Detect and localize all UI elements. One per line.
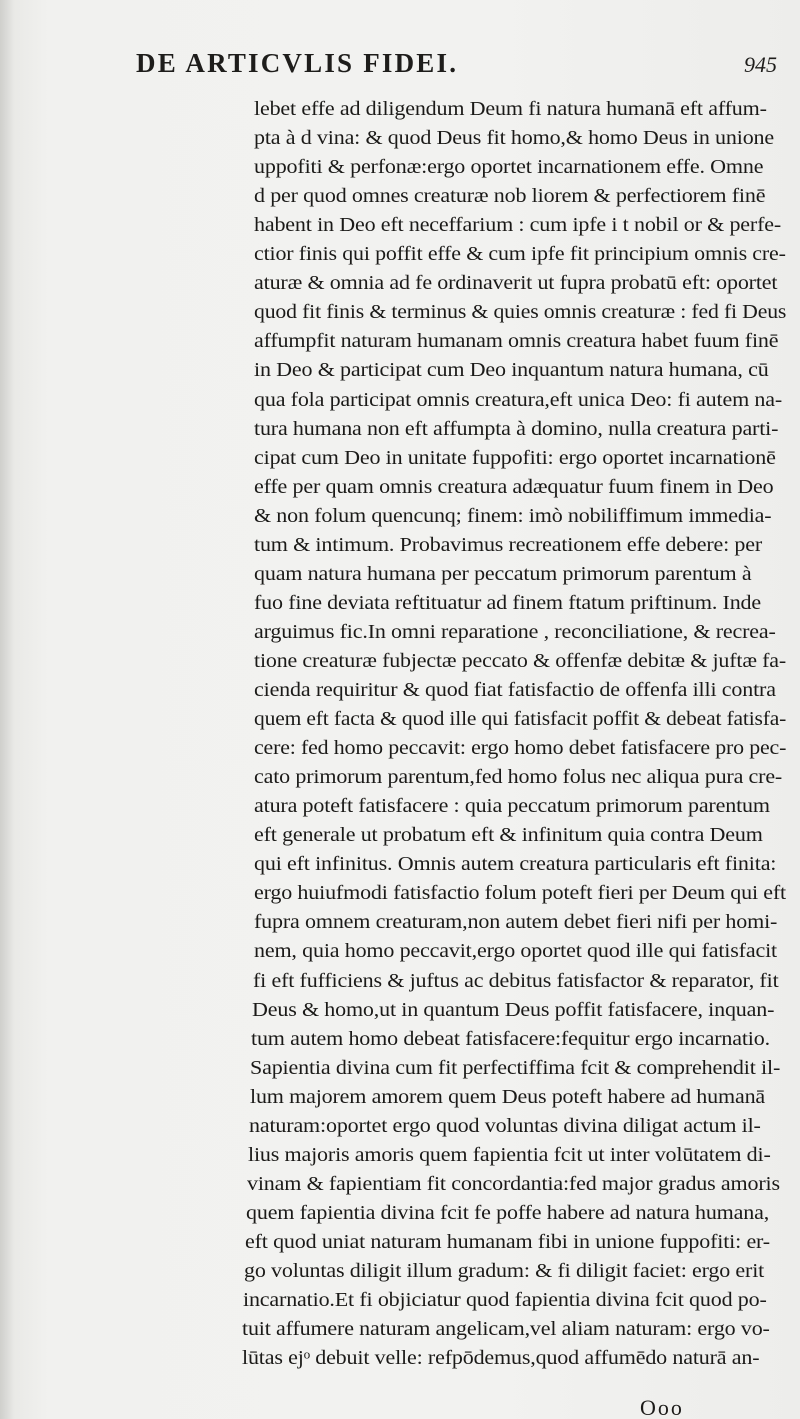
text-line: atura poteft fatisfacere : quia peccatum primorum parentum — [254, 795, 770, 818]
text-line: nem, quia homo peccavit,ergo oportet quod ille qui fatisfacit — [254, 940, 777, 963]
text-line: qua fola participat omnis creatura,eft unica Deo: fi autem na- — [254, 388, 783, 411]
text-line: & non folum quencunq; finem: imò nobiliffimum immedia- — [254, 504, 772, 527]
text-line: Sapientia divina cum fit perfectiffima fcit & comprehendit il- — [250, 1056, 781, 1079]
gutter-shadow — [0, 0, 14, 1419]
text-line: cere: fed homo peccavit: ergo homo debet fatisfacere pro pec- — [254, 737, 786, 760]
text-line: vinam & fapientiam fit concordantia:fed major gradus amoris — [246, 1172, 780, 1195]
text-line: aturæ & omnia ad fe ordinaverit ut fupra probatū eft: oportet — [254, 272, 778, 295]
text-line: naturam:oportet ergo quod voluntas divina diligat actum il- — [248, 1114, 761, 1137]
text-line: tum autem homo debeat fatisfacere:fequitur ergo incarnatio. — [251, 1027, 771, 1050]
text-line: fuo fine deviata reftituatur ad finem ftatum priftinum. Inde — [254, 591, 762, 614]
text-line: quod fit finis & terminus & quies omnis creaturæ : fed fi Deus — [254, 301, 786, 324]
text-line: quem eft facta & quod ille qui fatisfacit poffit & debeat fatisfa- — [254, 708, 786, 731]
text-line: ctior finis qui poffit effe & cum ipfe fit principium omnis cre- — [254, 243, 786, 266]
text-line: ergo huiufmodi fatisfactio folum poteft fieri per Deum qui eft — [254, 882, 786, 905]
catchword: Ooo — [640, 1395, 684, 1419]
text-line: tuit affumere naturam angelicam,vel aliam naturam: ergo vo- — [242, 1318, 771, 1341]
text-line: fupra omnem creaturam,non autem debet fieri nifi per homi- — [254, 911, 778, 934]
text-line: lūtas ejᵒ debuit velle: refpōdemus,quod affumēdo naturā an- — [242, 1347, 760, 1370]
text-line: uppofiti & perfonæ:ergo oportet incarnationem effe. Omne — [254, 156, 764, 179]
text-line: cato primorum parentum,fed homo folus nec aliqua pura cre- — [254, 766, 783, 789]
text-line: tione creaturæ fubjectæ peccato & offenfæ debitæ & juftæ fa- — [254, 649, 786, 672]
text-line: habent in Deo eft neceffarium : cum ipfe i t nobil or & perfe- — [254, 214, 782, 237]
text-line: affumpfit naturam humanam omnis creatura habet fuum finē — [254, 330, 779, 353]
text-line: quem fapientia divina fcit fe poffe habere ad natura humana, — [245, 1201, 769, 1224]
page-number: 945 — [744, 52, 777, 77]
text-line: pta à d vina: & quod Deus fit homo,& homo Deus in unione — [254, 127, 775, 150]
text-line: Deus & homo,ut in quantum Deus poffit fatisfacere, inquan- — [252, 998, 775, 1021]
text-line: qui eft infinitus. Omnis autem creatura particularis eft finita: — [254, 853, 777, 876]
text-line: arguimus fic.In omni reparatione , reconciliatione, & recrea- — [254, 620, 776, 643]
text-line: effe per quam omnis creatura adæquatur fuum finem in Deo — [254, 475, 774, 498]
text-line: quam natura humana per peccatum primorum parentum à — [254, 562, 752, 585]
text-line: cipat cum Deo in unitate fuppofiti: ergo oportet incarnationē — [254, 446, 776, 469]
text-line: eft quod uniat naturam humanam fibi in unione fuppofiti: er- — [245, 1230, 770, 1253]
text-line: fi eft fufficiens & juftus ac debitus fatisfactor & reparator, fit — [253, 969, 779, 992]
text-line: eft generale ut probatum eft & infinitum quia contra Deum — [254, 824, 763, 847]
running-title: DE ARTICVLIS FIDEI. — [136, 48, 459, 78]
text-line: cienda requiritur & quod fiat fatisfactio de offenfa illi contra — [254, 679, 776, 701]
text-line: in Deo & participat cum Deo inquantum natura humana, cū — [254, 359, 769, 382]
text-line: lum majorem amorem quem Deus poteft habere ad humanā — [249, 1085, 765, 1108]
text-line: incarnatio.Et fi objiciatur quod fapientia divina fcit quod po- — [243, 1289, 767, 1312]
text-line: lius majoris amoris quem fapientia fcit ut inter volūtatem di- — [247, 1143, 771, 1166]
text-line: tum & intimum. Probavimus recreationem effe debere: per — [254, 533, 763, 556]
page-header — [0, 48, 800, 88]
text-line: go voluntas diligit illum gradum: & fi diligit faciet: ergo erit — [244, 1260, 765, 1282]
text-line: d per quod omnes creaturæ nob liorem & perfectiorem finē — [254, 185, 766, 208]
text-line: lebet effe ad diligendum Deum fi natura humanā eft affum- — [254, 98, 767, 120]
text-line: tura humana non eft affumpta à domino, nulla creatura parti- — [254, 417, 779, 440]
